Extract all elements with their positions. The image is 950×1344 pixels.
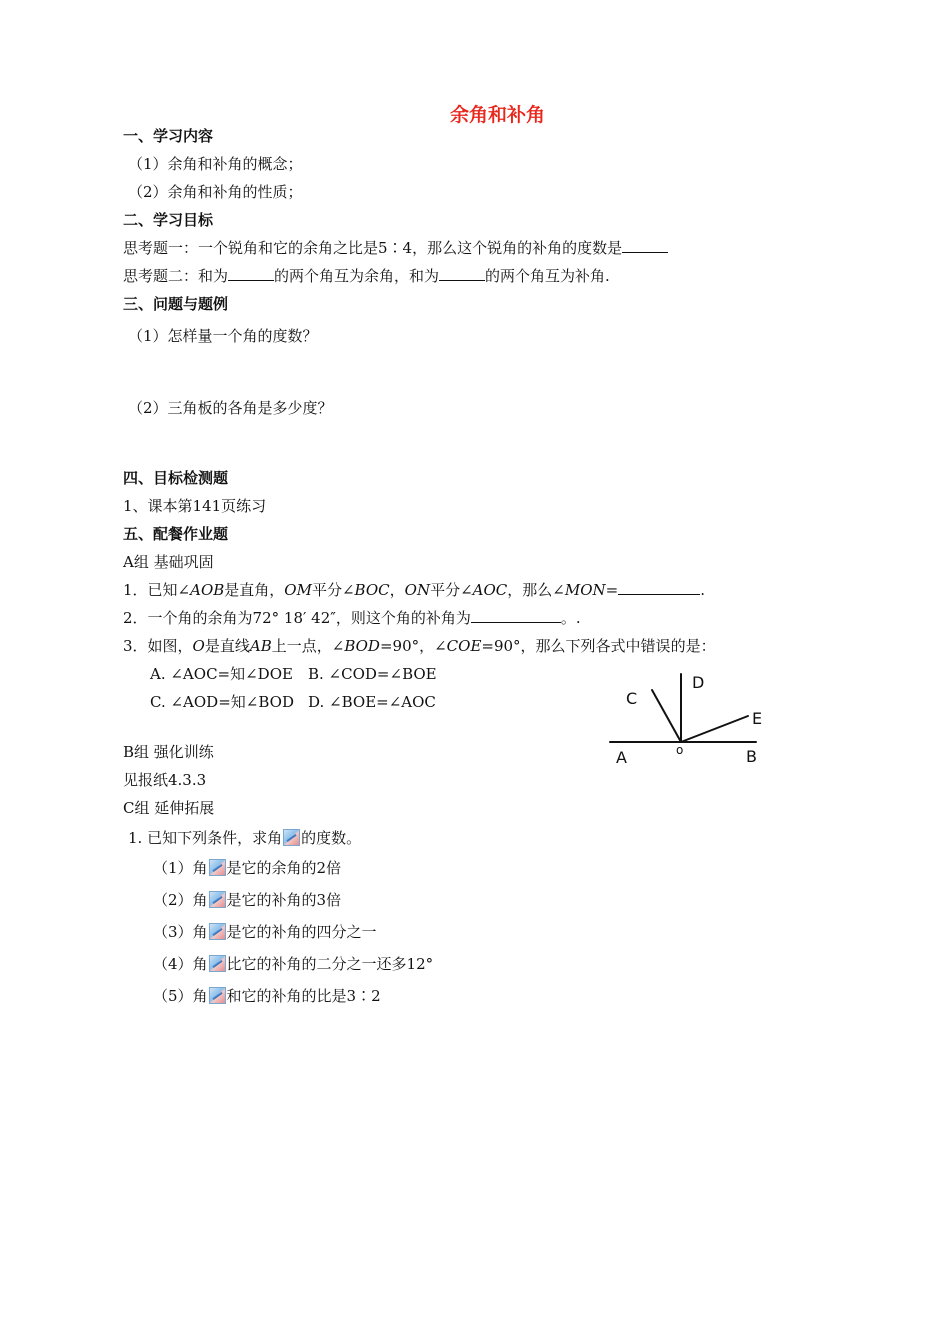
section-3-heading: 三、问题与题例 xyxy=(123,295,229,313)
section-1-heading: 一、学习内容 xyxy=(123,127,214,145)
math: AB xyxy=(249,637,272,655)
text: 比它的补角的二分之一还多12° xyxy=(226,955,434,973)
math: ∠MON= xyxy=(552,581,619,599)
text: 1. 已知下列条件，求角 xyxy=(128,829,283,847)
group-a-heading: A组 基础巩固 xyxy=(123,553,214,571)
list-item xyxy=(153,890,341,910)
answer-blank xyxy=(471,608,561,623)
broken-image-icon xyxy=(209,923,226,940)
list-item: （2）余角和补角的性质； xyxy=(128,183,303,201)
text: 是它的补角的3倍 xyxy=(226,891,342,909)
question-text: 思考题一：一个锐角和它的余角之比是5∶4，那么这个锐角的补角的度数是 xyxy=(123,239,623,257)
list-item xyxy=(153,986,381,1006)
text: 是直线 xyxy=(204,637,250,655)
broken-image-icon xyxy=(283,829,300,846)
text: ， xyxy=(389,581,405,599)
label-o: o xyxy=(676,743,684,757)
problem-question: （2）三角板的各角是多少度？ xyxy=(128,399,333,417)
broken-image-icon xyxy=(209,859,226,876)
math: O xyxy=(192,637,205,655)
group-c-heading: C组 延伸拓展 xyxy=(123,799,215,817)
label-e: E xyxy=(752,709,763,728)
option-b: B. ∠COD=∠BOE xyxy=(308,665,437,683)
math: ∠AOC xyxy=(460,581,508,599)
text: . xyxy=(700,581,705,599)
group-b-heading: B组 强化训练 xyxy=(123,743,214,761)
text: 平分 xyxy=(311,581,342,599)
ray-oc xyxy=(652,690,681,742)
text: 和它的补角的比是3∶2 xyxy=(226,987,381,1005)
answer-blank xyxy=(439,266,485,281)
broken-image-icon xyxy=(209,987,226,1004)
list-item xyxy=(153,922,377,942)
section-4-heading: 四、目标检测题 xyxy=(123,469,229,487)
text: 2．一个角的余角为72° 18′ 42″，则这个角的补角为 xyxy=(123,609,471,627)
exercise-item: 1、课本第141页练习 xyxy=(123,497,267,515)
question-text: 思考题二：和为 xyxy=(123,267,229,285)
text: （2）角 xyxy=(153,891,208,909)
text: 是它的补角的四分之一 xyxy=(226,923,377,941)
problem-3 xyxy=(123,636,716,656)
broken-image-icon xyxy=(209,955,226,972)
option-d: D. ∠BOE=∠AOC xyxy=(308,693,436,711)
text: 的度数。 xyxy=(301,829,362,847)
text: （1）角 xyxy=(153,859,208,877)
math: ∠BOC xyxy=(341,581,390,599)
math: OM xyxy=(284,581,312,599)
math: ∠AOB xyxy=(177,581,225,599)
text: 平分 xyxy=(430,581,461,599)
answer-blank xyxy=(618,580,700,595)
text: （4）角 xyxy=(153,955,208,973)
math: ∠BOD xyxy=(331,637,380,655)
angle-figure xyxy=(606,668,786,772)
label-c: C xyxy=(626,689,638,708)
math: ∠COE xyxy=(434,637,482,655)
text: 3．如图， xyxy=(123,637,193,655)
text: （3）角 xyxy=(153,923,208,941)
math: ON xyxy=(404,581,431,599)
text: 是它的余角的2倍 xyxy=(226,859,342,877)
question-text: 的两个角互为补角. xyxy=(485,267,610,285)
broken-image-icon xyxy=(209,891,226,908)
group-b-item: 见报纸4.3.3 xyxy=(123,771,207,789)
text: =90°，那么下列各式中错误的是： xyxy=(481,637,716,655)
text: （5）角 xyxy=(153,987,208,1005)
text: 1．已知 xyxy=(123,581,178,599)
list-item: （1）余角和补角的概念； xyxy=(128,155,303,173)
problem-question: （1）怎样量一个角的度数？ xyxy=(128,327,318,345)
question-text: 的两个角互为余角，和为 xyxy=(274,267,440,285)
text: 。. xyxy=(560,609,581,627)
thinking-question-1 xyxy=(123,238,668,258)
label-d: D xyxy=(692,673,705,692)
page-title: 余角和补角 xyxy=(449,104,545,126)
section-2-heading: 二、学习目标 xyxy=(123,211,214,229)
option-c: C. ∠AOD=知∠BOD xyxy=(150,693,294,711)
text: ，那么 xyxy=(507,581,553,599)
list-item xyxy=(153,858,341,878)
ray-oe xyxy=(681,716,748,742)
label-a: A xyxy=(616,748,627,767)
section-5-heading: 五、配餐作业题 xyxy=(123,525,229,543)
problem-1 xyxy=(123,580,705,600)
answer-blank xyxy=(228,266,274,281)
text: 是直角， xyxy=(224,581,285,599)
problem-2 xyxy=(123,608,581,628)
text: =90°， xyxy=(379,637,435,655)
thinking-question-2 xyxy=(123,266,610,286)
option-a: A. ∠AOC=知∠DOE xyxy=(150,665,293,683)
answer-blank xyxy=(622,238,668,253)
text: 上一点， xyxy=(271,637,332,655)
list-item xyxy=(153,954,433,974)
label-b: B xyxy=(746,747,757,766)
group-c-intro xyxy=(128,828,361,848)
